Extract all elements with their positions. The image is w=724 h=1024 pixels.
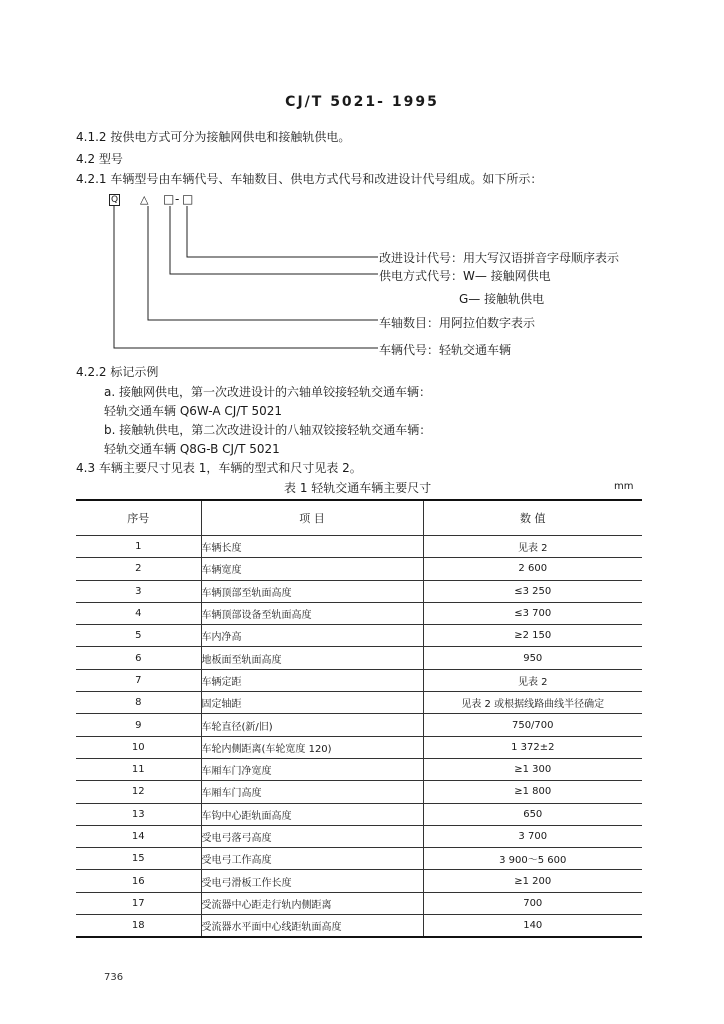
standard-header: CJ/T 5021- 1995 — [285, 94, 439, 110]
dimensions-table — [76, 499, 642, 938]
cell-value: 750/700 — [423, 714, 642, 736]
cell-value: ≤3 700 — [423, 602, 642, 624]
paragraph-4-2-1: 4.2.1 车辆型号由车辆代号、车轴数目、供电方式代号和改进设计代号组成。如下所示： — [76, 172, 543, 186]
example-b-marking: 轻轨交通车辆 Q8G-B CJ/T 5021 — [104, 442, 280, 456]
cell-value: 见表 2 — [423, 669, 642, 691]
cell-index: 10 — [76, 736, 201, 758]
table-row — [76, 736, 642, 758]
cell-value: 3 700 — [423, 825, 642, 847]
leader-line-vehicle — [114, 206, 378, 348]
cell-item: 车辆顶部至轨面高度 — [201, 580, 423, 602]
header-value: 数 值 — [423, 500, 642, 536]
table-row — [76, 647, 642, 669]
table-row — [76, 558, 642, 580]
diagram-box-vehicle: Q — [110, 195, 119, 205]
table-row — [76, 892, 642, 914]
example-a-marking: 轻轨交通车辆 Q6W-A CJ/T 5021 — [104, 404, 283, 418]
cell-index: 4 — [76, 602, 201, 624]
leader-line-power — [170, 206, 378, 274]
cell-value: 见表 2 或根据线路曲线半径确定 — [423, 692, 642, 714]
table-row — [76, 915, 642, 938]
label-power-code: 供电方式代号：W— 接触网供电 — [379, 269, 551, 283]
cell-value: 950 — [423, 647, 642, 669]
table-row — [76, 803, 642, 825]
cell-item: 车厢车门净宽度 — [201, 758, 423, 780]
heading-4-2-2: 4.2.2 标记示例 — [76, 365, 159, 379]
cell-item: 车钩中心距轨面高度 — [201, 803, 423, 825]
cell-value: 2 600 — [423, 558, 642, 580]
cell-item: 受电弓工作高度 — [201, 848, 423, 870]
cell-item: 车轮直径(新/旧) — [201, 714, 423, 736]
cell-index: 8 — [76, 692, 201, 714]
table-unit: mm — [614, 481, 634, 492]
example-a: a. 接触网供电，第一次改进设计的六轴单铰接轻轨交通车辆： — [104, 385, 431, 399]
table-row — [76, 580, 642, 602]
cell-item: 车轮内侧距离(车轮宽度 120) — [201, 736, 423, 758]
cell-index: 9 — [76, 714, 201, 736]
table-row — [76, 692, 642, 714]
cell-item: 车内净高 — [201, 625, 423, 647]
header-item: 项 目 — [201, 500, 423, 536]
table-row — [76, 536, 642, 558]
label-vehicle-code: 车辆代号：轻轨交通车辆 — [379, 343, 512, 357]
cell-item: 车辆长度 — [201, 536, 423, 558]
cell-value: ≥2 150 — [423, 625, 642, 647]
cell-index: 1 — [76, 536, 201, 558]
diagram-separator: - — [175, 192, 180, 206]
cell-item: 固定轴距 — [201, 692, 423, 714]
table-row — [76, 758, 642, 780]
cell-index: 16 — [76, 870, 201, 892]
cell-index: 5 — [76, 625, 201, 647]
paragraph-4-3: 4.3 车辆主要尺寸见表 1，车辆的型式和尺寸见表 2。 — [76, 461, 362, 475]
cell-index: 12 — [76, 781, 201, 803]
cell-index: 18 — [76, 915, 201, 938]
cell-item: 车辆定距 — [201, 669, 423, 691]
table-row — [76, 848, 642, 870]
table-header-row — [76, 500, 642, 536]
cell-index: 6 — [76, 647, 201, 669]
cell-item: 车厢车门高度 — [201, 781, 423, 803]
cell-item: 车辆宽度 — [201, 558, 423, 580]
cell-item: 受电弓滑板工作长度 — [201, 870, 423, 892]
table-row — [76, 714, 642, 736]
cell-value: ≥1 300 — [423, 758, 642, 780]
leader-line-axle — [148, 206, 378, 320]
label-design-code: 改进设计代号：用大写汉语拼音字母顺序表示 — [379, 251, 620, 265]
cell-value: 650 — [423, 803, 642, 825]
cell-value: ≥1 800 — [423, 781, 642, 803]
cell-value: 3 900～5 600 — [423, 848, 642, 870]
diagram-box-design: □ — [182, 192, 194, 206]
paragraph-4-1-2: 4.1.2 按供电方式可分为接触网供电和接触轨供电。 — [76, 130, 351, 144]
example-b: b. 接触轨供电，第二次改进设计的八轴双铰接轻轨交通车辆： — [104, 423, 432, 437]
label-axle-number: 车轴数目：用阿拉伯数字表示 — [379, 316, 536, 330]
diagram-box-axle: △ — [140, 193, 149, 206]
cell-item: 受电弓落弓高度 — [201, 825, 423, 847]
cell-index: 2 — [76, 558, 201, 580]
table-row — [76, 669, 642, 691]
table-row — [76, 781, 642, 803]
cell-item: 地板面至轨面高度 — [201, 647, 423, 669]
cell-item: 车辆顶部设备至轨面高度 — [201, 602, 423, 624]
table-row — [76, 602, 642, 624]
diagram-box-power: □ — [163, 192, 175, 206]
cell-item: 受流器水平面中心线距轨面高度 — [201, 915, 423, 938]
table-caption: 表 1 轻轨交通车辆主要尺寸 — [284, 481, 432, 495]
table-row — [76, 625, 642, 647]
cell-index: 14 — [76, 825, 201, 847]
leader-line-design — [187, 206, 378, 257]
table-row — [76, 870, 642, 892]
header-index: 序号 — [76, 500, 201, 536]
cell-item: 受流器中心距走行轨内侧距离 — [201, 892, 423, 914]
cell-index: 3 — [76, 580, 201, 602]
cell-value: 见表 2 — [423, 536, 642, 558]
cell-value: ≥1 200 — [423, 870, 642, 892]
cell-index: 17 — [76, 892, 201, 914]
cell-value: 700 — [423, 892, 642, 914]
cell-index: 13 — [76, 803, 201, 825]
label-power-code-g: G— 接触轨供电 — [459, 292, 545, 306]
cell-value: 140 — [423, 915, 642, 938]
table-row — [76, 825, 642, 847]
heading-4-2: 4.2 型号 — [76, 152, 123, 166]
cell-index: 15 — [76, 848, 201, 870]
cell-index: 11 — [76, 758, 201, 780]
cell-value: 1 372±2 — [423, 736, 642, 758]
cell-index: 7 — [76, 669, 201, 691]
cell-value: ≤3 250 — [423, 580, 642, 602]
page-number: 736 — [104, 972, 124, 983]
